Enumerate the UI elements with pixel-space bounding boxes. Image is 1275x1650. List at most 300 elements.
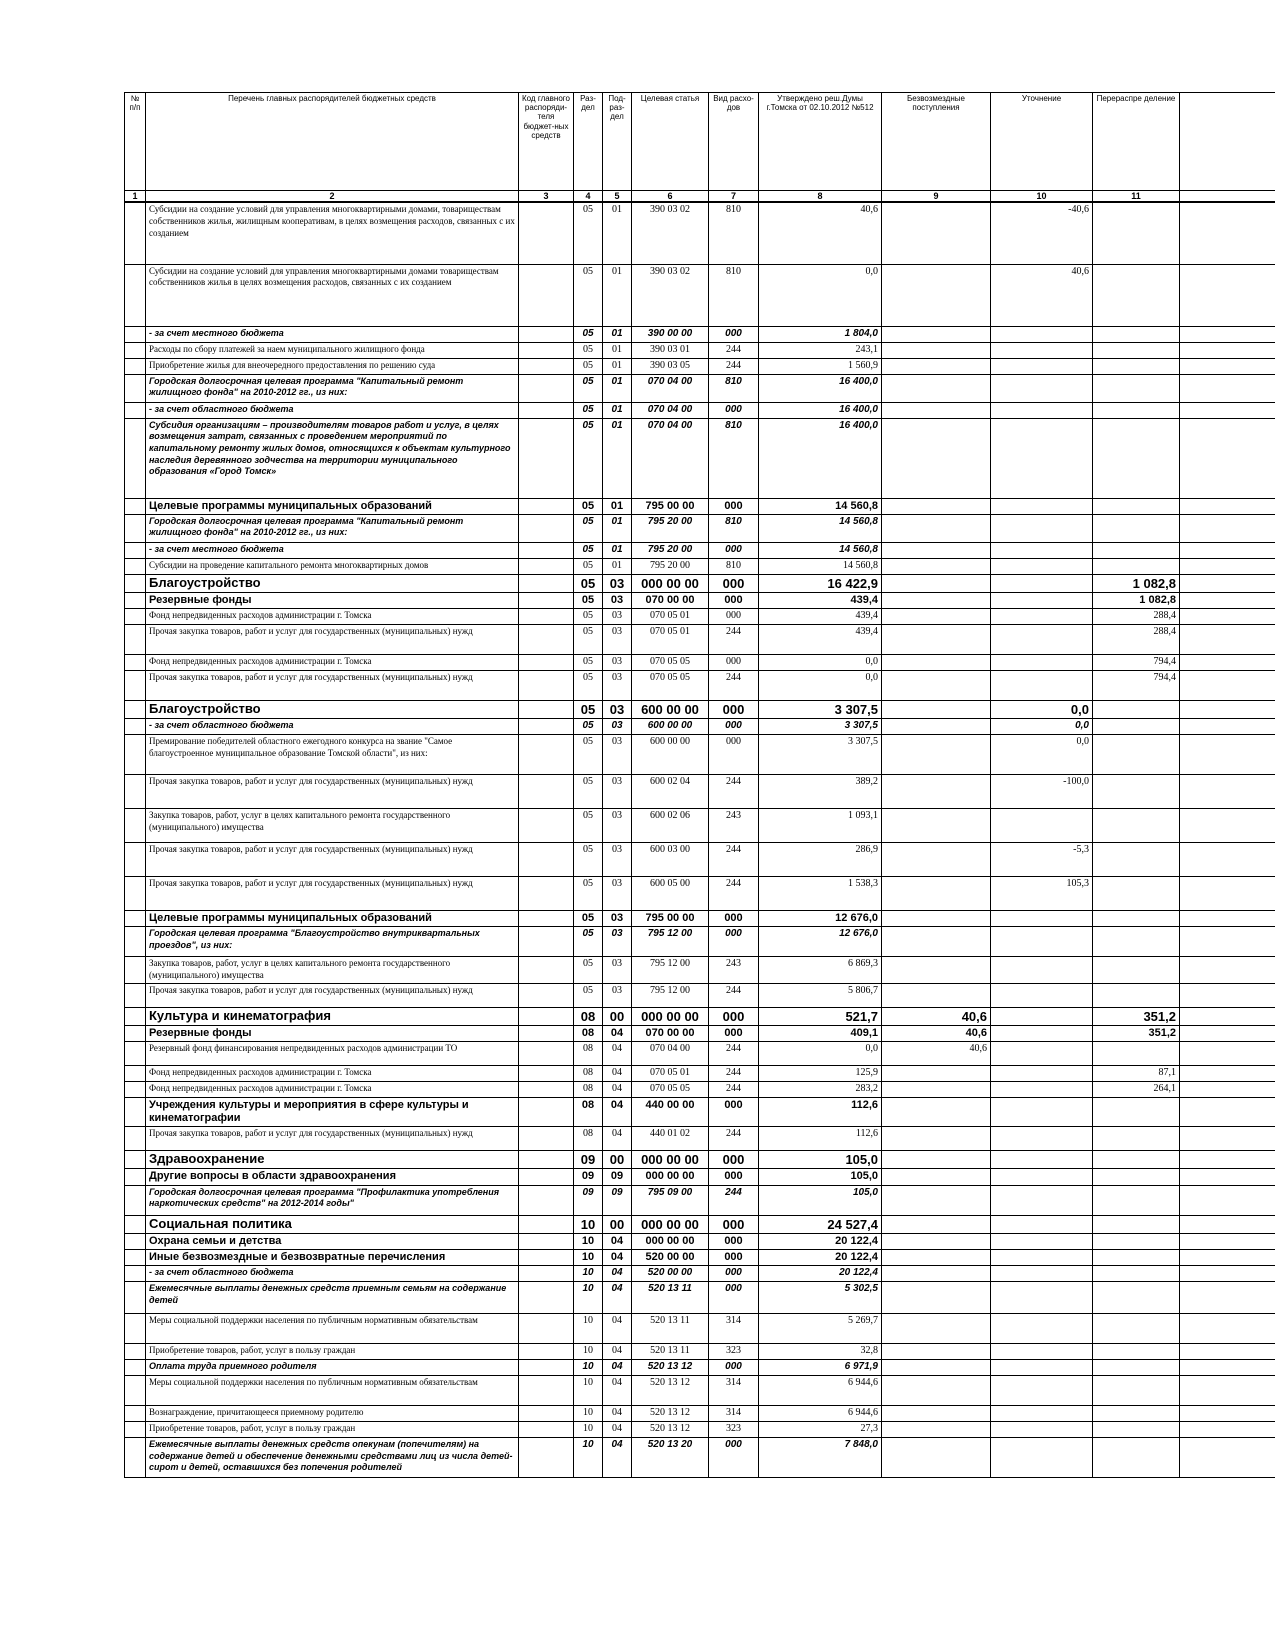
cell-razdel: 05: [574, 592, 603, 608]
cell-free: [882, 574, 991, 592]
cell-extra: [1180, 654, 1275, 670]
cell-refine: [991, 910, 1093, 926]
cell-free: [882, 700, 991, 718]
cell-razdel: 05: [574, 418, 603, 498]
table-row: [125, 498, 1275, 514]
cell-free: [882, 358, 991, 374]
cell-vr: 244: [709, 1042, 759, 1066]
cell-name: Субсидия организациям – производителям товаров работ и услуг, в целях возмещения затрат, связанных с проведением мероприятий по капитальному ремонту жилых домов, относящихся к объектам культурного наследия деревянного зодчества на территории муниципального образования «Город Томск»: [146, 418, 519, 498]
cell-csr: 600 02 06: [632, 808, 709, 842]
cell-name: Оплата труда приемного родителя: [146, 1359, 519, 1375]
table-row: [125, 842, 1275, 876]
cell-approved: 521,7: [759, 1007, 882, 1025]
cell-redist: [1093, 734, 1180, 774]
table-row: [125, 700, 1275, 718]
cell-razdel: 05: [574, 574, 603, 592]
cell-refine: [991, 1421, 1093, 1437]
table-row: [125, 1281, 1275, 1313]
cell-razdel: 05: [574, 957, 603, 984]
table-row: [125, 1007, 1275, 1025]
cell-code: [519, 358, 574, 374]
cell-approved: 14 560,8: [759, 498, 882, 514]
header-row: [125, 93, 1275, 191]
cell-extra: [1180, 1359, 1275, 1375]
cell-csr: 000 00 00: [632, 1233, 709, 1249]
cell-podrazdel: 03: [603, 700, 632, 718]
header-num: № п/п: [125, 93, 146, 191]
cell-extra: [1180, 1025, 1275, 1041]
cell-approved: 16 400,0: [759, 418, 882, 498]
cell-name: Городская долгосрочная целевая программа "Профилактика употребления наркотических средств" на 2012-2014 годы": [146, 1185, 519, 1215]
table-row: [125, 774, 1275, 808]
cell-refine: -100,0: [991, 774, 1093, 808]
cell-code: [519, 1233, 574, 1249]
cell-refine: [991, 498, 1093, 514]
cell-extra: [1180, 957, 1275, 984]
cell-approved: 112,6: [759, 1127, 882, 1151]
cell-code: [519, 1185, 574, 1215]
cell-podrazdel: 03: [603, 876, 632, 910]
cell-refine: [991, 983, 1093, 1007]
table-row: [125, 1127, 1275, 1151]
cell-code: [519, 700, 574, 718]
cell-vr: 810: [709, 514, 759, 542]
cell-vr: 810: [709, 418, 759, 498]
cell-vr: 000: [709, 498, 759, 514]
cell-redist: [1093, 1185, 1180, 1215]
cell-podrazdel: 04: [603, 1343, 632, 1359]
cell-redist: [1093, 774, 1180, 808]
table-row: [125, 927, 1275, 957]
cell-csr: 390 03 02: [632, 202, 709, 264]
cell-csr: 070 05 01: [632, 608, 709, 624]
cell-podrazdel: 04: [603, 1249, 632, 1265]
cell-razdel: 10: [574, 1375, 603, 1405]
cell-csr: 795 12 00: [632, 927, 709, 957]
table-row: [125, 1313, 1275, 1343]
cell-refine: [991, 1025, 1093, 1041]
cell-num: [125, 1127, 146, 1151]
cell-name: Субсидии на проведение капитального ремонта многоквартирных домов: [146, 558, 519, 574]
cell-num: [125, 1281, 146, 1313]
cell-refine: [991, 1233, 1093, 1249]
cell-csr: 520 13 12: [632, 1421, 709, 1437]
cell-code: [519, 927, 574, 957]
cell-approved: 112,6: [759, 1098, 882, 1127]
cell-extra: [1180, 542, 1275, 558]
colnum-12: [1180, 191, 1275, 203]
cell-num: [125, 670, 146, 700]
cell-redist: [1093, 1169, 1180, 1185]
cell-vr: 000: [709, 1359, 759, 1375]
colnum-10: 10: [991, 191, 1093, 203]
cell-name: Охрана семьи и детства: [146, 1233, 519, 1249]
cell-free: [882, 957, 991, 984]
table-row: [125, 1042, 1275, 1066]
cell-num: [125, 654, 146, 670]
cell-free: [882, 326, 991, 342]
cell-vr: 000: [709, 1169, 759, 1185]
cell-redist: 1 082,8: [1093, 574, 1180, 592]
cell-podrazdel: 01: [603, 402, 632, 418]
cell-csr: 390 00 00: [632, 326, 709, 342]
cell-num: [125, 718, 146, 734]
cell-refine: [991, 326, 1093, 342]
cell-redist: [1093, 983, 1180, 1007]
cell-free: [882, 1215, 991, 1233]
cell-csr: 070 05 05: [632, 1082, 709, 1098]
cell-refine: 0,0: [991, 718, 1093, 734]
cell-code: [519, 910, 574, 926]
cell-vr: 000: [709, 927, 759, 957]
cell-code: [519, 1437, 574, 1477]
cell-free: [882, 514, 991, 542]
cell-name: - за счет областного бюджета: [146, 718, 519, 734]
cell-podrazdel: 01: [603, 558, 632, 574]
cell-csr: 520 00 00: [632, 1249, 709, 1265]
cell-refine: [991, 1249, 1093, 1265]
cell-extra: [1180, 700, 1275, 718]
cell-podrazdel: 04: [603, 1025, 632, 1041]
cell-razdel: 05: [574, 654, 603, 670]
cell-csr: 600 00 00: [632, 718, 709, 734]
cell-extra: [1180, 1233, 1275, 1249]
cell-podrazdel: 01: [603, 264, 632, 326]
cell-redist: [1093, 1233, 1180, 1249]
cell-podrazdel: 03: [603, 574, 632, 592]
cell-free: [882, 718, 991, 734]
cell-vr: 314: [709, 1405, 759, 1421]
cell-csr: 520 13 11: [632, 1313, 709, 1343]
cell-extra: [1180, 592, 1275, 608]
cell-extra: [1180, 498, 1275, 514]
cell-extra: [1180, 808, 1275, 842]
header-redist: Перераспре деление: [1093, 93, 1180, 191]
cell-approved: 286,9: [759, 842, 882, 876]
cell-csr: 795 09 00: [632, 1185, 709, 1215]
cell-refine: [991, 1215, 1093, 1233]
cell-csr: 795 20 00: [632, 558, 709, 574]
cell-podrazdel: 01: [603, 358, 632, 374]
cell-refine: [991, 654, 1093, 670]
cell-vr: 323: [709, 1343, 759, 1359]
cell-razdel: 05: [574, 927, 603, 957]
cell-vr: 000: [709, 1215, 759, 1233]
cell-csr: 070 00 00: [632, 592, 709, 608]
cell-approved: 6 944,6: [759, 1405, 882, 1421]
table-row: [125, 1066, 1275, 1082]
cell-csr: 600 05 00: [632, 876, 709, 910]
cell-redist: [1093, 498, 1180, 514]
cell-approved: 0,0: [759, 1042, 882, 1066]
cell-approved: 0,0: [759, 654, 882, 670]
cell-refine: -5,3: [991, 842, 1093, 876]
cell-refine: [991, 1007, 1093, 1025]
cell-refine: [991, 374, 1093, 402]
colnum-9: 9: [882, 191, 991, 203]
cell-name: Социальная политика: [146, 1215, 519, 1233]
cell-code: [519, 608, 574, 624]
cell-redist: [1093, 1421, 1180, 1437]
cell-csr: 000 00 00: [632, 574, 709, 592]
cell-code: [519, 1151, 574, 1169]
budget-table: [124, 92, 1275, 1478]
cell-code: [519, 624, 574, 654]
cell-num: [125, 808, 146, 842]
table-row: [125, 558, 1275, 574]
cell-free: [882, 842, 991, 876]
cell-vr: 000: [709, 574, 759, 592]
cell-csr: 070 04 00: [632, 402, 709, 418]
cell-podrazdel: 03: [603, 957, 632, 984]
cell-approved: 105,0: [759, 1185, 882, 1215]
cell-razdel: 05: [574, 514, 603, 542]
cell-vr: 000: [709, 1025, 759, 1041]
header-vr: Вид расхо-дов: [709, 93, 759, 191]
header-refine: Уточнение: [991, 93, 1093, 191]
cell-vr: 243: [709, 808, 759, 842]
cell-num: [125, 1066, 146, 1082]
cell-approved: 5 302,5: [759, 1281, 882, 1313]
cell-approved: 20 122,4: [759, 1233, 882, 1249]
cell-podrazdel: 03: [603, 910, 632, 926]
cell-approved: 439,4: [759, 608, 882, 624]
cell-csr: 000 00 00: [632, 1169, 709, 1185]
cell-num: [125, 1421, 146, 1437]
cell-free: [882, 910, 991, 926]
cell-refine: [991, 1265, 1093, 1281]
cell-podrazdel: 04: [603, 1082, 632, 1098]
cell-razdel: 10: [574, 1405, 603, 1421]
cell-num: [125, 342, 146, 358]
cell-free: [882, 1249, 991, 1265]
cell-approved: 40,6: [759, 202, 882, 264]
cell-podrazdel: 04: [603, 1127, 632, 1151]
cell-csr: 070 05 05: [632, 654, 709, 670]
cell-vr: 244: [709, 1185, 759, 1215]
cell-razdel: 05: [574, 264, 603, 326]
header-approved: Утверждено реш.Думы г.Томска от 02.10.2012 №512: [759, 93, 882, 191]
cell-redist: [1093, 1042, 1180, 1066]
cell-redist: [1093, 1405, 1180, 1421]
colnum-7: 7: [709, 191, 759, 203]
cell-num: [125, 1169, 146, 1185]
cell-podrazdel: 04: [603, 1042, 632, 1066]
cell-extra: [1180, 326, 1275, 342]
cell-name: - за счет местного бюджета: [146, 326, 519, 342]
cell-vr: 244: [709, 670, 759, 700]
cell-razdel: 05: [574, 342, 603, 358]
cell-free: [882, 418, 991, 498]
cell-redist: [1093, 1127, 1180, 1151]
cell-podrazdel: 03: [603, 927, 632, 957]
cell-vr: 810: [709, 264, 759, 326]
cell-num: [125, 498, 146, 514]
table-row: [125, 592, 1275, 608]
cell-podrazdel: 09: [603, 1185, 632, 1215]
cell-approved: 6 971,9: [759, 1359, 882, 1375]
cell-code: [519, 718, 574, 734]
cell-code: [519, 402, 574, 418]
cell-free: [882, 1185, 991, 1215]
cell-num: [125, 876, 146, 910]
cell-podrazdel: 04: [603, 1405, 632, 1421]
cell-num: [125, 1405, 146, 1421]
header-podrazdel: Под-раз-дел: [603, 93, 632, 191]
cell-vr: 000: [709, 1281, 759, 1313]
cell-num: [125, 774, 146, 808]
cell-name: Прочая закупка товаров, работ и услуг для государственных (муниципальных) нужд: [146, 774, 519, 808]
table-row: [125, 1233, 1275, 1249]
cell-csr: 795 00 00: [632, 910, 709, 926]
cell-redist: [1093, 1265, 1180, 1281]
cell-code: [519, 1215, 574, 1233]
cell-vr: 314: [709, 1313, 759, 1343]
table-row: [125, 608, 1275, 624]
cell-approved: 27,3: [759, 1421, 882, 1437]
table-row: [125, 1082, 1275, 1098]
table-row: [125, 1185, 1275, 1215]
cell-vr: 810: [709, 558, 759, 574]
cell-redist: [1093, 1359, 1180, 1375]
cell-free: [882, 624, 991, 654]
cell-extra: [1180, 774, 1275, 808]
cell-csr: 795 12 00: [632, 983, 709, 1007]
table-row: [125, 574, 1275, 592]
cell-free: [882, 1405, 991, 1421]
cell-csr: 070 04 00: [632, 418, 709, 498]
cell-extra: [1180, 1265, 1275, 1281]
cell-vr: 244: [709, 842, 759, 876]
cell-podrazdel: 04: [603, 1066, 632, 1082]
cell-approved: 1 538,3: [759, 876, 882, 910]
cell-free: [882, 608, 991, 624]
cell-refine: [991, 1082, 1093, 1098]
table-row: [125, 326, 1275, 342]
cell-csr: 070 05 05: [632, 670, 709, 700]
cell-num: [125, 927, 146, 957]
cell-name: Фонд непредвиденных расходов администрации г. Томска: [146, 654, 519, 670]
cell-vr: 244: [709, 358, 759, 374]
cell-podrazdel: 04: [603, 1233, 632, 1249]
cell-podrazdel: 03: [603, 983, 632, 1007]
cell-approved: 6 944,6: [759, 1375, 882, 1405]
cell-vr: 244: [709, 983, 759, 1007]
cell-csr: 600 00 00: [632, 734, 709, 774]
cell-extra: [1180, 718, 1275, 734]
cell-extra: [1180, 558, 1275, 574]
cell-csr: 795 00 00: [632, 498, 709, 514]
cell-razdel: 08: [574, 1025, 603, 1041]
cell-num: [125, 558, 146, 574]
table-row: [125, 542, 1275, 558]
cell-razdel: 08: [574, 1042, 603, 1066]
cell-csr: 000 00 00: [632, 1151, 709, 1169]
cell-num: [125, 542, 146, 558]
colnum-4: 4: [574, 191, 603, 203]
cell-razdel: 05: [574, 358, 603, 374]
cell-redist: 288,4: [1093, 624, 1180, 654]
cell-redist: 288,4: [1093, 608, 1180, 624]
cell-num: [125, 700, 146, 718]
cell-podrazdel: 04: [603, 1313, 632, 1343]
cell-code: [519, 342, 574, 358]
cell-name: Фонд непредвиденных расходов администрации г. Томска: [146, 1066, 519, 1082]
cell-code: [519, 1127, 574, 1151]
cell-code: [519, 774, 574, 808]
cell-vr: 244: [709, 1082, 759, 1098]
cell-csr: 520 13 11: [632, 1343, 709, 1359]
header-free: Безвозмездные поступления: [882, 93, 991, 191]
cell-free: [882, 927, 991, 957]
cell-razdel: 05: [574, 402, 603, 418]
cell-code: [519, 264, 574, 326]
cell-podrazdel: 09: [603, 1169, 632, 1185]
cell-podrazdel: 03: [603, 774, 632, 808]
table-row: [125, 718, 1275, 734]
cell-code: [519, 983, 574, 1007]
cell-num: [125, 1042, 146, 1066]
cell-free: [882, 670, 991, 700]
cell-extra: [1180, 418, 1275, 498]
cell-free: [882, 1313, 991, 1343]
cell-redist: [1093, 910, 1180, 926]
cell-extra: [1180, 1215, 1275, 1233]
cell-podrazdel: 03: [603, 670, 632, 700]
cell-vr: 000: [709, 734, 759, 774]
cell-razdel: 08: [574, 1127, 603, 1151]
cell-refine: [991, 402, 1093, 418]
cell-free: [882, 264, 991, 326]
cell-code: [519, 558, 574, 574]
cell-podrazdel: 01: [603, 326, 632, 342]
cell-code: [519, 498, 574, 514]
cell-num: [125, 1375, 146, 1405]
cell-num: [125, 1359, 146, 1375]
cell-razdel: 10: [574, 1249, 603, 1265]
cell-razdel: 05: [574, 718, 603, 734]
cell-code: [519, 1042, 574, 1066]
cell-code: [519, 514, 574, 542]
cell-podrazdel: 04: [603, 1281, 632, 1313]
colnum-11: 11: [1093, 191, 1180, 203]
cell-code: [519, 574, 574, 592]
cell-redist: [1093, 514, 1180, 542]
cell-podrazdel: 03: [603, 808, 632, 842]
cell-extra: [1180, 624, 1275, 654]
colnum-8: 8: [759, 191, 882, 203]
cell-redist: [1093, 927, 1180, 957]
cell-redist: [1093, 1343, 1180, 1359]
table-row: [125, 1098, 1275, 1127]
cell-vr: 000: [709, 1151, 759, 1169]
cell-vr: 000: [709, 1007, 759, 1025]
cell-name: Премирование победителей областного ежегодного конкурса на звание "Самое благоустроенное муниципальное образование Томской области", из них:: [146, 734, 519, 774]
cell-razdel: 05: [574, 624, 603, 654]
table-row: [125, 1437, 1275, 1477]
table-row: [125, 910, 1275, 926]
cell-csr: 000 00 00: [632, 1215, 709, 1233]
cell-code: [519, 202, 574, 264]
cell-extra: [1180, 670, 1275, 700]
cell-redist: [1093, 326, 1180, 342]
cell-name: Приобретение товаров, работ, услуг в пользу граждан: [146, 1421, 519, 1437]
cell-refine: [991, 1343, 1093, 1359]
cell-podrazdel: 01: [603, 342, 632, 358]
cell-podrazdel: 01: [603, 498, 632, 514]
cell-redist: [1093, 358, 1180, 374]
cell-approved: 105,0: [759, 1169, 882, 1185]
